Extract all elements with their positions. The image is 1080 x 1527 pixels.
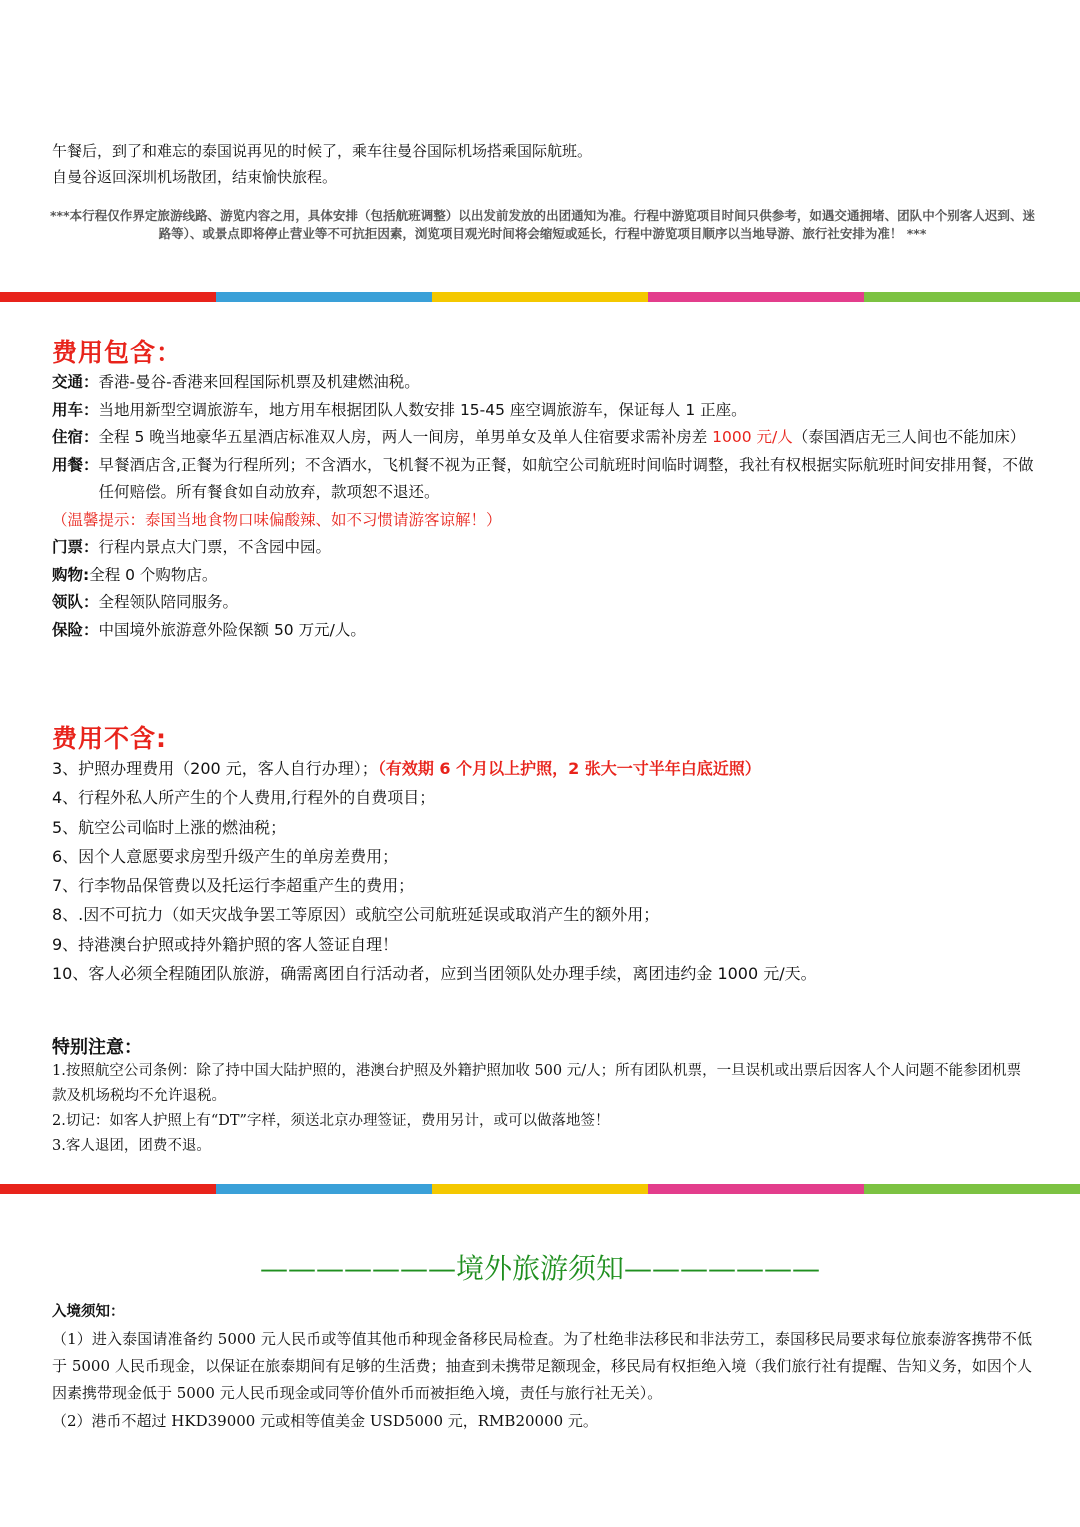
- item-label: 购物:: [52, 565, 90, 584]
- lodging-note: （泰国酒店无三人间也不能加床）: [792, 428, 1026, 446]
- divider-segment-green: [864, 292, 1080, 302]
- excluded-list: [52, 754, 1042, 988]
- divider-segment-blue: [216, 292, 432, 302]
- lodging-price-highlight: 1000 元/人: [712, 428, 793, 446]
- included-item-lodging: [52, 424, 1037, 452]
- lodging-text: 全程 5 晚当地豪华五星酒店标准双人房，两人一间房，单男单女及单人住宿要求需补房差: [98, 428, 713, 446]
- excluded-item-text: 3、护照办理费用（200 元，客人自行办理）；: [52, 759, 378, 778]
- food-tip: （温馨提示：泰国当地食物口味偏酸辣、如不习惯请游客谅解！）: [52, 510, 502, 529]
- divider-segment-pink: [648, 1184, 864, 1194]
- item-text: 行程内景点大门票，不含园中园。: [98, 538, 332, 556]
- included-item-insurance: [52, 617, 1037, 645]
- item-text: 香港-曼谷-香港来回程国际机票及机建燃油税。: [98, 373, 420, 391]
- entry-notice-item: （1）进入泰国请准备约 5000 元人民币或等值其他币种现金备移民局检查。为了杜绝非法移民和非法劳工，泰国移民局要求每位旅泰游客携带不低于 5000 人民币现金，以保证在旅泰期间有足够的生活费；抽查到未携带足额现金，移民局有权拒绝入境（我们旅行社有提醒、告知义务，如因个人因素携带现金低于 5000 元人民币现金或同等价值外币而被拒绝入境，责任与旅行社无关）。: [52, 1330, 1032, 1403]
- item-text: 全程领队陪同服务。: [98, 593, 239, 611]
- excluded-title: 费用不含:: [52, 724, 167, 753]
- excluded-item: 9、持港澳台护照或持外籍护照的客人签证自理！: [52, 934, 399, 954]
- special-notice-item: 2.切记：如客人护照上有“DT”字样，须送北京办理签证，费用另计，或可以做落地签！: [52, 1113, 610, 1129]
- included-item-vehicle: [52, 397, 1037, 425]
- divider-segment-blue: [216, 1184, 432, 1194]
- item-label: 领队：: [52, 593, 99, 611]
- excluded-item: 5、航空公司临时上涨的燃油税；: [52, 817, 287, 837]
- entry-notice-item: （2）港币不超过 HKD39000 元或相等值美金 USD5000 元，RMB20000 元。: [52, 1411, 598, 1430]
- excluded-item: 7、行李物品保管费以及托运行李超重产生的费用；: [52, 876, 415, 896]
- item-text: 早餐酒店含,正餐为行程所列；不含酒水，飞机餐不视为正餐，如航空公司航班时间临时调整，我社有权根据实际航班时间安排用餐，不做任何赔偿。所有餐食如自动放弃，款项恕不退还。: [98, 455, 1034, 501]
- divider-segment-red: [0, 292, 216, 302]
- excluded-item: 4、行程外私人所产生的个人费用,行程外的自费项目；: [52, 788, 436, 808]
- included-item-meals: [52, 452, 1037, 507]
- divider-segment-yellow: [432, 292, 648, 302]
- included-list: [52, 369, 1037, 644]
- included-item-transport: [52, 369, 1037, 397]
- item-label: 用餐：: [52, 455, 99, 474]
- itinerary-end: [52, 138, 1032, 190]
- item-text: 当地用新型空调旅游车，地方用车根据团队人数安排 15-45 座空调旅游车，保证每人 1 正座。: [98, 400, 747, 419]
- color-divider: [0, 292, 1080, 302]
- item-text: 全程 0 个购物店。: [89, 565, 218, 584]
- included-item-guide: [52, 589, 1037, 617]
- excluded-item: [52, 754, 1042, 783]
- item-label: 住宿：: [52, 428, 99, 446]
- excluded-item: 10、客人必须全程随团队旅游，确需离团自行活动者，应到当团领队处办理手续，离团违约金 1000 元/天。: [52, 964, 817, 984]
- travel-notice-heading: ———————境外旅游须知———————: [259, 1252, 820, 1285]
- entry-notice-title: 入境须知：: [52, 1303, 125, 1320]
- divider-segment-red: [0, 1184, 216, 1194]
- itinerary-line: 午餐后，到了和难忘的泰国说再见的时候了，乘车往曼谷国际机场搭乘国际航班。: [52, 142, 593, 160]
- divider-segment-yellow: [432, 1184, 648, 1194]
- excluded-item: 6、因个人意愿要求房型升级产生的单房差费用；: [52, 846, 399, 866]
- item-label: 用车：: [52, 400, 99, 419]
- itinerary-line: 自曼谷返回深圳机场散团，结束愉快旅程。: [52, 168, 338, 186]
- item-label: 门票：: [52, 538, 99, 556]
- special-notice-item: 1.按照航空公司条例：除了持中国大陆护照的，港澳台护照及外籍护照加收 500 元/人；所有团队机票，一旦误机或出票后因客人个人问题不能参团机票款及机场税均不允许退税。: [52, 1063, 1022, 1104]
- divider-segment-green: [864, 1184, 1080, 1194]
- divider-segment-pink: [648, 292, 864, 302]
- special-notice-title: 特别注意：: [52, 1037, 142, 1058]
- included-item-shopping: [52, 562, 1037, 590]
- included-title: 费用包含：: [52, 338, 183, 367]
- special-notice-item: 3.客人退团，团费不退。: [52, 1138, 211, 1154]
- item-label: 保险：: [52, 620, 99, 639]
- included-item-tickets: [52, 534, 1037, 562]
- excluded-item: 8、.因不可抗力（如天灾战争罢工等原因）或航空公司航班延误或取消产生的额外用；: [52, 905, 660, 925]
- special-notice-list: [52, 1059, 1032, 1159]
- color-divider: [0, 1184, 1080, 1194]
- item-text: 中国境外旅游意外险保额 50 万元/人。: [98, 620, 366, 639]
- entry-notice-list: [52, 1326, 1032, 1435]
- item-label: 交通：: [52, 373, 99, 391]
- item-text: [99, 424, 1037, 452]
- passport-requirement-highlight: （有效期 6 个月以上护照，2 张大一寸半年白底近照）: [377, 759, 761, 778]
- disclaimer: ***本行程仅作界定旅游线路、游览内容之用，具体安排（包括航班调整）以出发前发放的出团通知为准。行程中游览项目时间只供参考，如遇交通拥堵、团队中个别客人迟到、迷路等）、或景点即将停止营业等不可抗拒因素，浏览项目观光时间将会缩短或延长，行程中游览项目顺序以当地导游、旅行社安排为准！ ***: [50, 208, 1035, 241]
